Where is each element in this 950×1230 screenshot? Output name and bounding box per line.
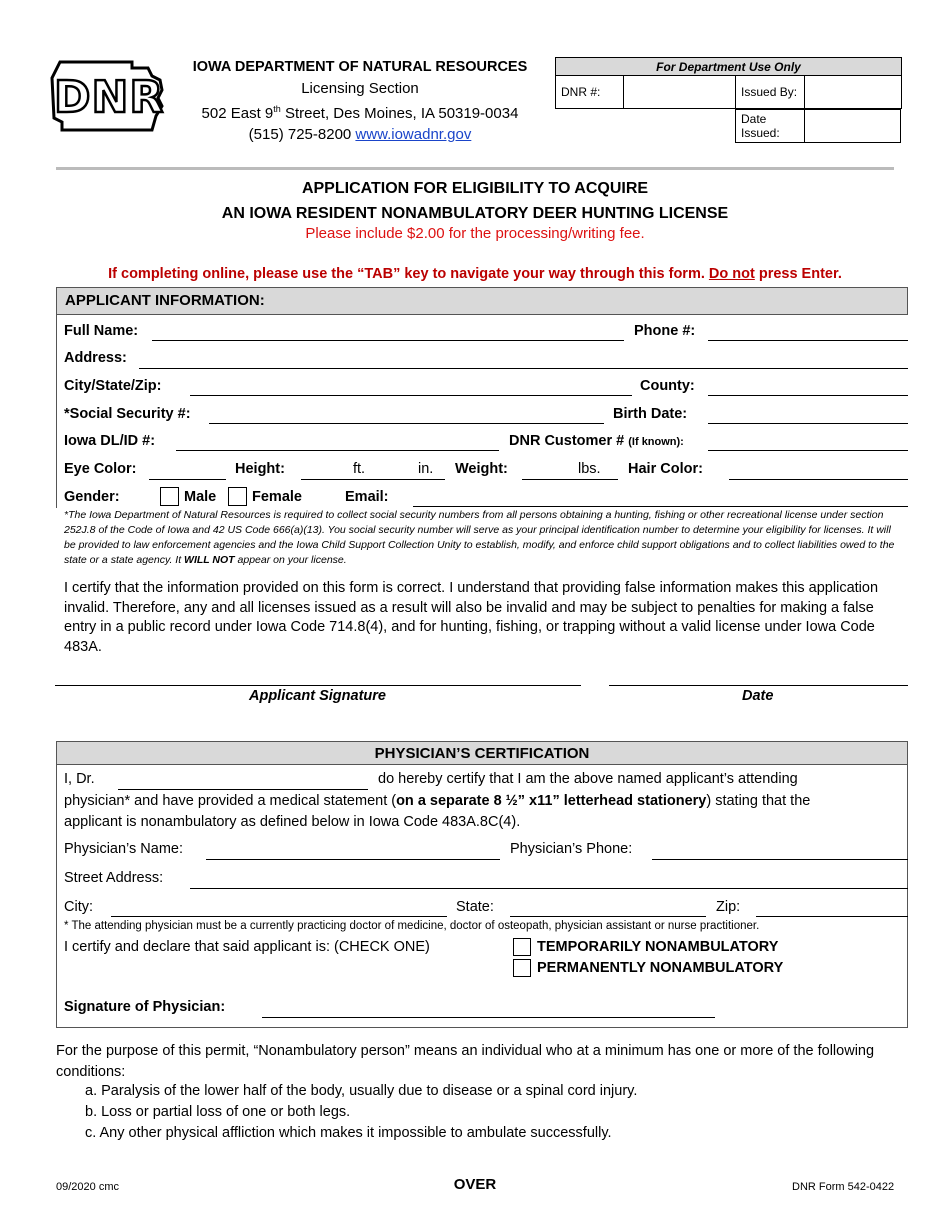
- height-label: Height:: [235, 461, 285, 477]
- date-issued-field: [805, 110, 901, 143]
- street-address-label: Street Address:: [64, 870, 164, 886]
- male-checkbox[interactable]: [160, 487, 179, 506]
- zip-field[interactable]: [756, 916, 908, 917]
- footer-date-code: 09/2020 cmc: [56, 1181, 119, 1193]
- zip-label: Zip:: [716, 899, 741, 915]
- physician-phone-label: Physician’s Phone:: [510, 841, 633, 857]
- customer-number-field[interactable]: [708, 450, 908, 451]
- date-issued-label: Date Issued:: [736, 110, 805, 143]
- doctor-name-field[interactable]: [118, 789, 368, 790]
- cert-line-3: applicant is nonambulatory as defined below in Iowa Code 483A.8C(4).: [64, 814, 521, 830]
- customer-number-label: DNR Customer # (If known):: [509, 433, 684, 449]
- phone-label: Phone #:: [634, 323, 696, 339]
- eye-color-label: Eye Color:: [64, 461, 137, 477]
- female-label: Female: [252, 489, 302, 505]
- cert-line-1: do hereby certify that I am the above named applicant’s attending: [378, 771, 798, 787]
- website-link[interactable]: www.iowadnr.gov: [355, 126, 472, 143]
- agency-name: IOWA DEPARTMENT OF NATURAL RESOURCES: [192, 59, 528, 75]
- temporarily-nonambulatory-label: TEMPORARILY NONAMBULATORY: [537, 939, 779, 955]
- gender-label: Gender:: [64, 489, 120, 505]
- female-checkbox[interactable]: [228, 487, 247, 506]
- email-field[interactable]: [413, 506, 908, 507]
- fee-note: Please include $2.00 for the processing/writing fee.: [305, 225, 645, 242]
- i-dr-label: I, Dr.: [64, 771, 95, 787]
- date-caption: Date: [742, 688, 774, 704]
- city-state-zip-field[interactable]: [190, 395, 632, 396]
- physician-name-field[interactable]: [206, 859, 500, 860]
- temporarily-nonambulatory-checkbox[interactable]: [513, 938, 531, 956]
- agency-address: 502 East 9th Street, Des Moines, IA 50319-0034: [201, 104, 519, 122]
- physician-heading: PHYSICIAN’S CERTIFICATION: [374, 745, 590, 762]
- physician-signature-label: Signature of Physician:: [64, 999, 226, 1015]
- physician-name-label: Physician’s Name:: [64, 841, 184, 857]
- ssn-label: *Social Security #:: [64, 406, 191, 422]
- online-note: If completing online, please use the “TAB” key to navigate your way through this form. Do not press Enter.: [108, 266, 842, 282]
- dnr-logo: [48, 58, 168, 138]
- issued-by-label: Issued By:: [736, 76, 805, 109]
- nonambulatory-definition: For the purpose of this permit, “Nonambulatory person” means an individual who at a minimum has one or more of the following conditions:: [56, 1043, 875, 1080]
- city-field[interactable]: [111, 916, 447, 917]
- applicant-heading: APPLICANT INFORMATION:: [65, 292, 265, 309]
- applicant-section-left-border: [56, 315, 57, 508]
- hair-color-field[interactable]: [729, 479, 908, 480]
- condition-a: a. Paralysis of the lower half of the body, usually due to disease or a spinal cord injury.: [85, 1083, 638, 1099]
- street-address-field[interactable]: [190, 888, 908, 889]
- footer-over: OVER: [453, 1176, 497, 1193]
- phone-field[interactable]: [708, 340, 908, 341]
- physician-section-header: [56, 741, 908, 765]
- dl-id-label: Iowa DL/ID #:: [64, 433, 156, 449]
- state-field[interactable]: [510, 916, 706, 917]
- cert-line-2: physician* and have provided a medical statement (on a separate 8 ½” x11” letterhead stationery) stating that the: [64, 793, 811, 809]
- physician-footnote: * The attending physician must be a currently practicing doctor of medicine, doctor of osteopath, physician assistant or nurse practitioner.: [64, 920, 760, 932]
- county-field[interactable]: [708, 395, 908, 396]
- birth-date-label: Birth Date:: [613, 406, 688, 422]
- title-line-1: APPLICATION FOR ELIGIBILITY TO ACQUIRE: [301, 180, 649, 197]
- declare-label: I certify and declare that said applicant is: (CHECK ONE): [64, 939, 430, 955]
- feet-unit: ft.: [353, 461, 366, 477]
- permanently-nonambulatory-label: PERMANENTLY NONAMBULATORY: [537, 960, 784, 976]
- agency-header: [175, 57, 545, 145]
- male-label: Male: [184, 489, 217, 505]
- ssn-disclosure-note: *The Iowa Department of Natural Resources is required to collect social security numbers from all persons obtaining a hunting, fishing or other recreational license under section 252J.8 of the Code of Iowa and 42 US Code 666(a)(13). You social security number will serve as your principal identification number to determine your eligibility for licenses. It will be provided to law enforcement agencies and the Iowa Child Support Collection Unity to establish, modify, and enforce child support obligations and to collect liabilities owed to the state or a state agency. It WILL NOT appear on your license.: [64, 509, 895, 566]
- full-name-label: Full Name:: [64, 323, 139, 339]
- full-name-field[interactable]: [152, 340, 624, 341]
- applicant-certification-text: I certify that the information provided on this form is correct. I understand that providing false information makes this application invalid. Therefore, any and all licenses issued as a result will also be invalid and may be subject to penalties for making a false entry in a public record under Iowa Code 714.8(4), and for hunting, fishing, or trapping without a valid license under Iowa Code 483A.: [64, 580, 879, 655]
- section-name: Licensing Section: [301, 80, 419, 97]
- title-line-2: AN IOWA RESIDENT NONAMBULATORY DEER HUNTING LICENSE: [221, 205, 729, 222]
- weight-field[interactable]: [522, 479, 618, 480]
- applicant-signature-field[interactable]: [55, 685, 581, 686]
- permanently-nonambulatory-checkbox[interactable]: [513, 959, 531, 977]
- header-divider: [56, 167, 894, 170]
- agency-contact: (515) 725-8200 www.iowadnr.gov: [248, 126, 472, 143]
- condition-b: b. Loss or partial loss of one or both legs.: [85, 1104, 351, 1120]
- dnr-number-field: [624, 76, 736, 109]
- department-use-box: [555, 57, 902, 140]
- inches-unit: in.: [418, 461, 434, 477]
- birth-date-field[interactable]: [708, 423, 908, 424]
- logo-text: DNR: [54, 72, 165, 123]
- applicant-signature-caption: Applicant Signature: [249, 688, 386, 704]
- physician-signature-field[interactable]: [262, 1017, 715, 1018]
- issued-by-field: [805, 76, 902, 109]
- applicant-date-field[interactable]: [609, 685, 908, 686]
- dnr-number-label: DNR #:: [556, 76, 624, 109]
- city-label: City:: [64, 899, 93, 915]
- address-label: Address:: [64, 350, 127, 366]
- pounds-unit: lbs.: [578, 461, 601, 477]
- footer-form-number: DNR Form 542-0422: [792, 1181, 895, 1193]
- weight-label: Weight:: [455, 461, 508, 477]
- email-label: Email:: [345, 489, 389, 505]
- hair-color-label: Hair Color:: [628, 461, 703, 477]
- ssn-field[interactable]: [209, 423, 604, 424]
- department-use-title: For Department Use Only: [556, 58, 902, 76]
- condition-c: c. Any other physical affliction which makes it impossible to ambulate successfully.: [85, 1125, 612, 1141]
- physician-phone-field[interactable]: [652, 859, 908, 860]
- state-label: State:: [456, 899, 494, 915]
- city-state-zip-label: City/State/Zip:: [64, 378, 162, 394]
- height-feet-field[interactable]: [301, 479, 445, 480]
- county-label: County:: [640, 378, 695, 394]
- eye-color-field[interactable]: [149, 479, 226, 480]
- dl-id-field[interactable]: [176, 450, 499, 451]
- form-title: [0, 176, 950, 226]
- applicant-section-header: [56, 287, 908, 315]
- address-field[interactable]: [139, 368, 908, 369]
